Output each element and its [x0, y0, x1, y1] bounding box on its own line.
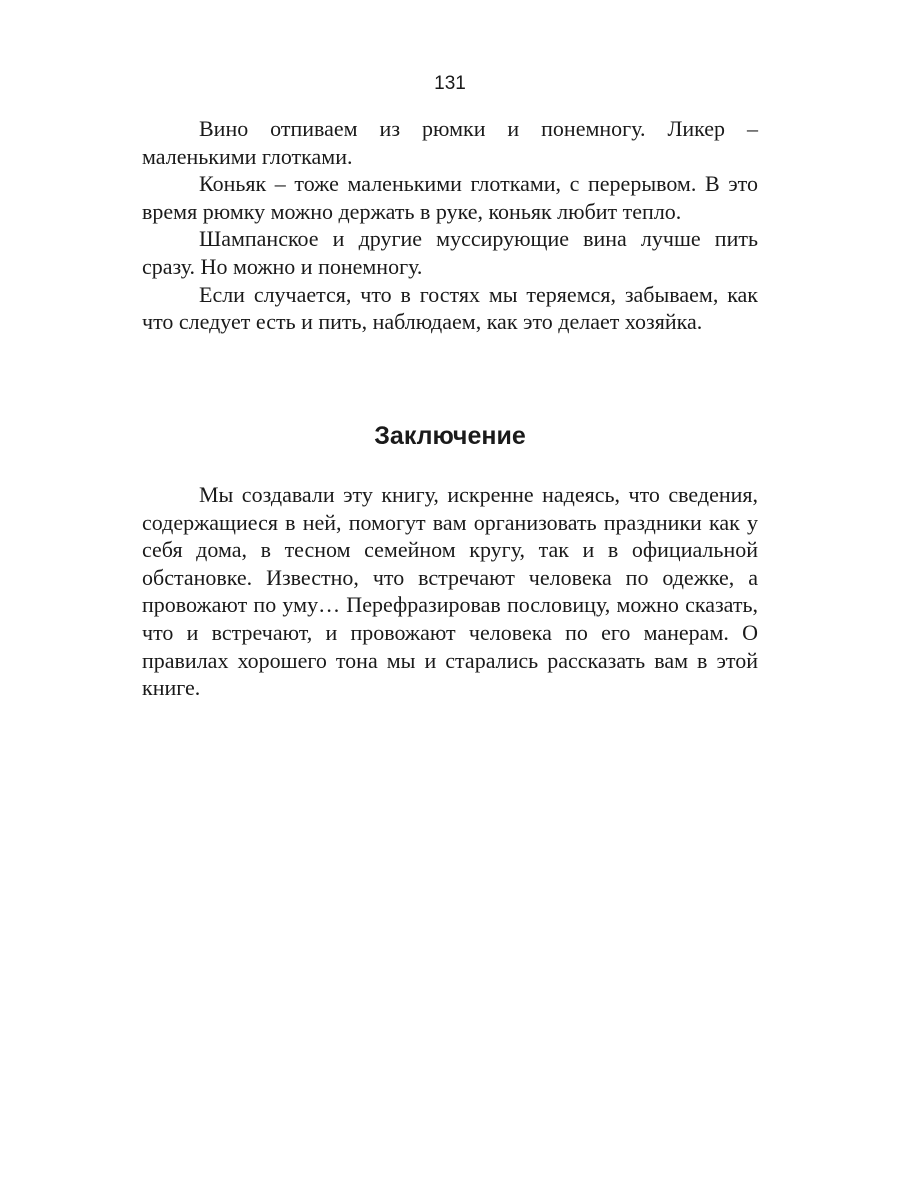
paragraph: Коньяк – тоже маленькими глотками, с перерывом. В это время рюмку можно держать в руке, коньяк любит тепло. [142, 171, 758, 224]
paragraph: Вино отпиваем из рюмки и понемногу. Ликер – маленькими глотками. [142, 116, 758, 169]
conclusion-text [142, 481, 758, 702]
section-heading: Заключение [374, 422, 526, 450]
paragraph: Мы создавали эту книгу, искренне надеясь, что сведения, содержащиеся в ней, помогут вам организовать праздники как у себя дома, в тесном семейном кругу, так и в официальной обстановке. Известно, что встречают человека по одежке, а провожают по уму… Перефразировав пословицу, можно сказать, что и встречают, и провожают человека по его манерам. О правилах хорошего тона мы и старались рассказать вам в этой книге. [142, 482, 758, 701]
paragraph: Шампанское и другие муссирующие вина лучше пить сразу. Но можно и понемногу. [142, 226, 758, 279]
paragraph: Если случается, что в гостях мы теряемся, забываем, как что следует есть и пить, наблюдаем, как это делает хозяйка. [142, 281, 758, 335]
page-number: 131 [434, 73, 466, 94]
body-text [142, 115, 758, 336]
